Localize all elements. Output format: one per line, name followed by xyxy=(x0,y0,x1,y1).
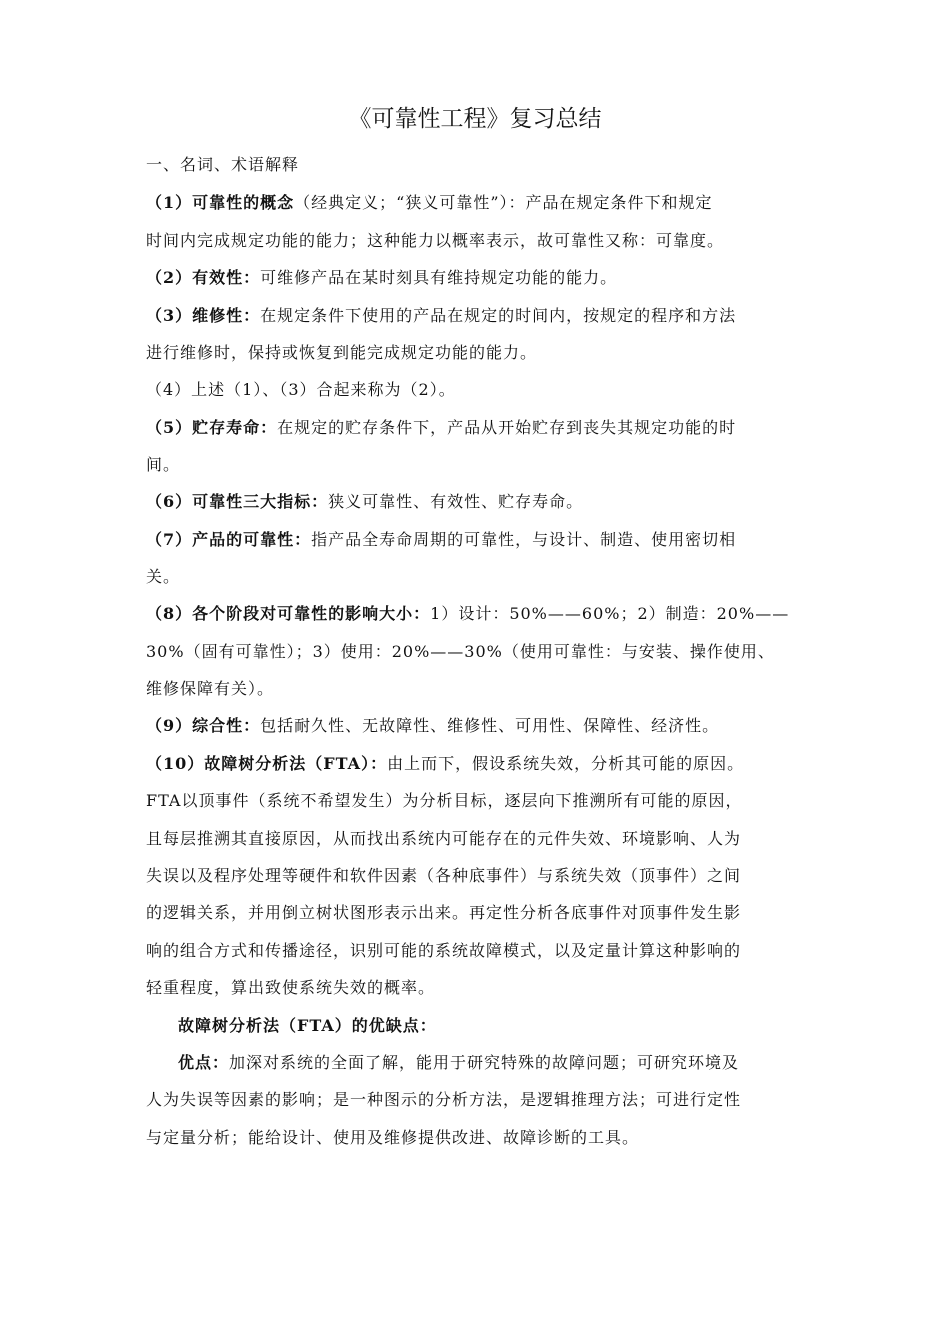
item-2-line-1 xyxy=(146,266,826,290)
item-10-line-5: 的逻辑关系，并用倒立树状图形表示出来。再定性分析各底事件对顶事件发生影 xyxy=(146,903,742,922)
item-7-label: （7）产品的可靠性： xyxy=(146,530,312,549)
item-3-text: 在规定条件下使用的产品在规定的时间内，按规定的程序和方法 xyxy=(260,306,737,325)
advantages-line-2: 人为失误等因素的影响；是一种图示的分析方法，是逻辑推理方法；可进行定性 xyxy=(146,1090,742,1109)
item-10-line-7: 轻重程度，算出致使系统失效的概率。 xyxy=(146,978,436,997)
advantages-text: 加深对系统的全面了解，能用于研究特殊的故障问题；可研究环境及 xyxy=(229,1053,740,1072)
advantages-label: 优点： xyxy=(178,1053,230,1072)
item-1-label: （1）可靠性的概念 xyxy=(146,193,295,212)
advantages-line-1 xyxy=(178,1051,858,1075)
item-10-label: （10）故障树分析法（FTA）： xyxy=(146,754,388,773)
item-9-label: （9）综合性： xyxy=(146,716,261,735)
item-6-text: 狭义可靠性、有效性、贮存寿命。 xyxy=(328,492,584,511)
document-title: 《可靠性工程》复习总结 xyxy=(348,106,602,132)
item-8-text: 1）设计：50%——60%；2）制造：20%—— xyxy=(430,604,790,623)
item-10-line-2: FTA以顶事件（系统不希望发生）为分析目标，逐层向下推溯所有可能的原因， xyxy=(146,791,743,810)
item-6-line-1 xyxy=(146,490,826,514)
item-6-label: （6）可靠性三大指标： xyxy=(146,492,329,511)
item-4-line-1: （4）上述（1）、（3）合起来称为（2）。 xyxy=(146,380,456,399)
item-1-text: （经典定义；“狭义可靠性”）：产品在规定条件下和规定 xyxy=(294,193,713,212)
item-5-line-1 xyxy=(146,416,826,440)
item-8-label: （8）各个阶段对可靠性的影响大小： xyxy=(146,604,431,623)
item-1-line-2: 时间内完成规定功能的能力；这种能力以概率表示，故可靠性又称：可靠度。 xyxy=(146,231,725,250)
item-7-line-2: 关。 xyxy=(146,567,181,586)
item-7-line-1 xyxy=(146,528,826,552)
item-2-text: 可维修产品在某时刻具有维持规定功能的能力。 xyxy=(260,268,618,287)
item-10-line-1 xyxy=(146,752,826,776)
item-7-text: 指产品全寿命周期的可靠性，与设计、制造、使用密切相 xyxy=(311,530,737,549)
item-2-label: （2）有效性： xyxy=(146,268,261,287)
item-10-line-3: 且每层推溯其直接原因，从而找出系统内可能存在的元件失效、环境影响、人为 xyxy=(146,829,742,848)
section-heading: 一、名词、术语解释 xyxy=(146,155,300,174)
item-8-line-1 xyxy=(146,602,826,626)
item-3-line-1 xyxy=(146,304,826,328)
item-9-line-1 xyxy=(146,714,826,738)
item-10-text: 由上而下，假设系统失效，分析其可能的原因。 xyxy=(387,754,745,773)
item-5-label: （5）贮存寿命： xyxy=(146,418,278,437)
item-10-line-6: 响的组合方式和传播途径，识别可能的系统故障模式，以及定量计算这种影响的 xyxy=(146,941,742,960)
advantages-line-3: 与定量分析；能给设计、使用及维修提供改进、故障诊断的工具。 xyxy=(146,1128,640,1147)
item-9-text: 包括耐久性、无故障性、维修性、可用性、保障性、经济性。 xyxy=(260,716,720,735)
item-3-label: （3）维修性： xyxy=(146,306,261,325)
item-10-line-4: 失误以及程序处理等硬件和软件因素（各种底事件）与系统失效（顶事件）之间 xyxy=(146,866,742,885)
item-8-line-3: 维修保障有关）。 xyxy=(146,679,275,698)
fta-heading: 故障树分析法（FTA）的优缺点： xyxy=(178,1016,437,1035)
item-8-line-2: 30%（固有可靠性）；3）使用：20%——30%（使用可靠性：与安装、操作使用、 xyxy=(146,642,775,661)
item-5-line-2: 间。 xyxy=(146,455,181,474)
item-5-text: 在规定的贮存条件下，产品从开始贮存到丧失其规定功能的时 xyxy=(277,418,737,437)
item-1-line-1 xyxy=(146,191,826,215)
item-3-line-2: 进行维修时，保持或恢复到能完成规定功能的能力。 xyxy=(146,343,538,362)
